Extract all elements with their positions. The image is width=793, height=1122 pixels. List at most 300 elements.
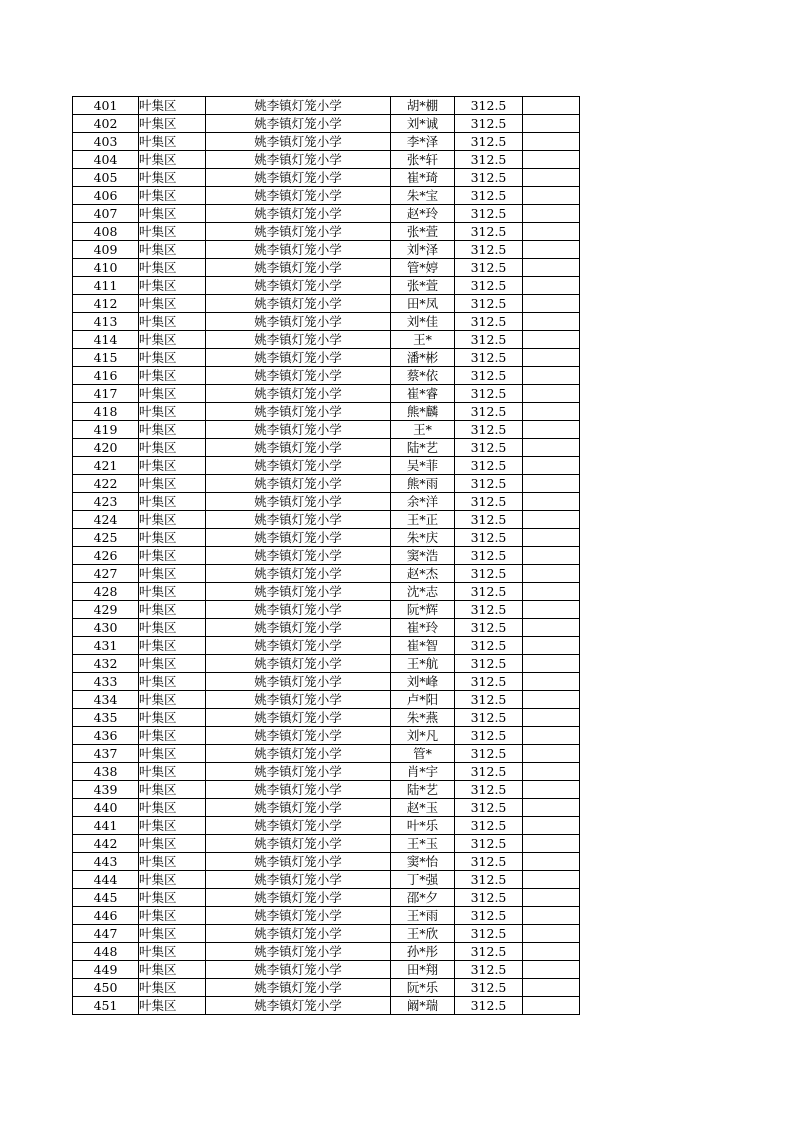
school-cell: 姚李镇灯笼小学	[206, 403, 391, 421]
table-row	[73, 727, 580, 745]
row-number: 424	[73, 511, 139, 529]
district-cell: 叶集区	[139, 349, 206, 367]
score-cell: 312.5	[455, 673, 523, 691]
row-number: 442	[73, 835, 139, 853]
empty-cell	[523, 385, 580, 403]
school-cell: 姚李镇灯笼小学	[206, 547, 391, 565]
district-cell: 叶集区	[139, 871, 206, 889]
score-cell: 312.5	[455, 907, 523, 925]
district-cell: 叶集区	[139, 727, 206, 745]
student-name-cell: 赵*杰	[391, 565, 455, 583]
table-row	[73, 295, 580, 313]
score-cell: 312.5	[455, 205, 523, 223]
school-cell: 姚李镇灯笼小学	[206, 277, 391, 295]
row-number: 436	[73, 727, 139, 745]
table-row	[73, 241, 580, 259]
empty-cell	[523, 529, 580, 547]
student-name-cell: 王*正	[391, 511, 455, 529]
empty-cell	[523, 547, 580, 565]
school-cell: 姚李镇灯笼小学	[206, 871, 391, 889]
school-cell: 姚李镇灯笼小学	[206, 475, 391, 493]
row-number: 431	[73, 637, 139, 655]
school-cell: 姚李镇灯笼小学	[206, 745, 391, 763]
district-cell: 叶集区	[139, 115, 206, 133]
table-row	[73, 385, 580, 403]
score-cell: 312.5	[455, 439, 523, 457]
row-number: 434	[73, 691, 139, 709]
district-cell: 叶集区	[139, 889, 206, 907]
row-number: 406	[73, 187, 139, 205]
student-name-cell: 沈*志	[391, 583, 455, 601]
table-row	[73, 565, 580, 583]
score-cell: 312.5	[455, 547, 523, 565]
row-number: 419	[73, 421, 139, 439]
school-cell: 姚李镇灯笼小学	[206, 979, 391, 997]
district-cell: 叶集区	[139, 655, 206, 673]
school-cell: 姚李镇灯笼小学	[206, 349, 391, 367]
row-number: 418	[73, 403, 139, 421]
student-name-cell: 李*泽	[391, 133, 455, 151]
table-row	[73, 169, 580, 187]
score-cell: 312.5	[455, 133, 523, 151]
student-name-cell: 王*雨	[391, 907, 455, 925]
school-cell: 姚李镇灯笼小学	[206, 259, 391, 277]
row-number: 440	[73, 799, 139, 817]
row-number: 405	[73, 169, 139, 187]
score-cell: 312.5	[455, 925, 523, 943]
school-cell: 姚李镇灯笼小学	[206, 763, 391, 781]
district-cell: 叶集区	[139, 673, 206, 691]
empty-cell	[523, 943, 580, 961]
row-number: 407	[73, 205, 139, 223]
table-row	[73, 367, 580, 385]
empty-cell	[523, 475, 580, 493]
score-cell: 312.5	[455, 421, 523, 439]
district-cell: 叶集区	[139, 799, 206, 817]
school-cell: 姚李镇灯笼小学	[206, 889, 391, 907]
student-name-cell: 熊*麟	[391, 403, 455, 421]
table-row	[73, 115, 580, 133]
row-number: 411	[73, 277, 139, 295]
table-row	[73, 763, 580, 781]
score-cell: 312.5	[455, 169, 523, 187]
student-name-cell: 刘*凡	[391, 727, 455, 745]
student-name-cell: 窦*浩	[391, 547, 455, 565]
row-number: 446	[73, 907, 139, 925]
empty-cell	[523, 907, 580, 925]
school-cell: 姚李镇灯笼小学	[206, 421, 391, 439]
empty-cell	[523, 583, 580, 601]
row-number: 422	[73, 475, 139, 493]
score-cell: 312.5	[455, 619, 523, 637]
student-name-cell: 崔*玲	[391, 619, 455, 637]
empty-cell	[523, 835, 580, 853]
school-cell: 姚李镇灯笼小学	[206, 655, 391, 673]
row-number: 403	[73, 133, 139, 151]
student-name-cell: 阮*乐	[391, 979, 455, 997]
score-cell: 312.5	[455, 115, 523, 133]
empty-cell	[523, 511, 580, 529]
score-cell: 312.5	[455, 403, 523, 421]
school-cell: 姚李镇灯笼小学	[206, 385, 391, 403]
student-name-cell: 张*轩	[391, 151, 455, 169]
score-cell: 312.5	[455, 385, 523, 403]
district-cell: 叶集区	[139, 475, 206, 493]
score-cell: 312.5	[455, 745, 523, 763]
score-cell: 312.5	[455, 475, 523, 493]
table-row	[73, 871, 580, 889]
district-cell: 叶集区	[139, 367, 206, 385]
row-number: 432	[73, 655, 139, 673]
school-cell: 姚李镇灯笼小学	[206, 331, 391, 349]
district-cell: 叶集区	[139, 961, 206, 979]
empty-cell	[523, 691, 580, 709]
student-name-cell: 邵*夕	[391, 889, 455, 907]
row-number: 413	[73, 313, 139, 331]
score-cell: 312.5	[455, 565, 523, 583]
row-number: 451	[73, 997, 139, 1015]
student-name-cell: 管*	[391, 745, 455, 763]
table-row	[73, 835, 580, 853]
row-number: 426	[73, 547, 139, 565]
table-row	[73, 187, 580, 205]
row-number: 428	[73, 583, 139, 601]
table-row	[73, 781, 580, 799]
score-cell: 312.5	[455, 817, 523, 835]
empty-cell	[523, 169, 580, 187]
student-name-cell: 朱*宝	[391, 187, 455, 205]
district-cell: 叶集区	[139, 565, 206, 583]
school-cell: 姚李镇灯笼小学	[206, 961, 391, 979]
student-name-cell: 王*航	[391, 655, 455, 673]
district-cell: 叶集区	[139, 763, 206, 781]
table-row	[73, 691, 580, 709]
school-cell: 姚李镇灯笼小学	[206, 457, 391, 475]
table-row	[73, 637, 580, 655]
district-cell: 叶集区	[139, 493, 206, 511]
table-row	[73, 421, 580, 439]
district-cell: 叶集区	[139, 295, 206, 313]
district-cell: 叶集区	[139, 709, 206, 727]
empty-cell	[523, 637, 580, 655]
score-cell: 312.5	[455, 799, 523, 817]
score-cell: 312.5	[455, 97, 523, 115]
student-name-cell: 朱*庆	[391, 529, 455, 547]
student-name-cell: 田*翔	[391, 961, 455, 979]
empty-cell	[523, 241, 580, 259]
district-cell: 叶集区	[139, 853, 206, 871]
empty-cell	[523, 205, 580, 223]
student-name-cell: 赵*玉	[391, 799, 455, 817]
school-cell: 姚李镇灯笼小学	[206, 907, 391, 925]
empty-cell	[523, 889, 580, 907]
student-name-cell: 蔡*依	[391, 367, 455, 385]
student-name-cell: 窦*怡	[391, 853, 455, 871]
student-name-cell: 余*洋	[391, 493, 455, 511]
table-row	[73, 97, 580, 115]
empty-cell	[523, 367, 580, 385]
table-row	[73, 907, 580, 925]
school-cell: 姚李镇灯笼小学	[206, 223, 391, 241]
empty-cell	[523, 187, 580, 205]
row-number: 443	[73, 853, 139, 871]
empty-cell	[523, 349, 580, 367]
table-row	[73, 313, 580, 331]
district-cell: 叶集区	[139, 511, 206, 529]
table-row	[73, 619, 580, 637]
row-number: 433	[73, 673, 139, 691]
score-cell: 312.5	[455, 349, 523, 367]
district-cell: 叶集区	[139, 403, 206, 421]
table-row	[73, 745, 580, 763]
school-cell: 姚李镇灯笼小学	[206, 691, 391, 709]
empty-cell	[523, 781, 580, 799]
table-row	[73, 817, 580, 835]
student-name-cell: 田*凤	[391, 295, 455, 313]
school-cell: 姚李镇灯笼小学	[206, 133, 391, 151]
table-row	[73, 547, 580, 565]
roster-table	[72, 96, 580, 1015]
district-cell: 叶集区	[139, 583, 206, 601]
school-cell: 姚李镇灯笼小学	[206, 313, 391, 331]
empty-cell	[523, 799, 580, 817]
school-cell: 姚李镇灯笼小学	[206, 115, 391, 133]
table-row	[73, 853, 580, 871]
district-cell: 叶集区	[139, 943, 206, 961]
score-cell: 312.5	[455, 709, 523, 727]
empty-cell	[523, 331, 580, 349]
district-cell: 叶集区	[139, 205, 206, 223]
school-cell: 姚李镇灯笼小学	[206, 925, 391, 943]
table-row	[73, 205, 580, 223]
school-cell: 姚李镇灯笼小学	[206, 835, 391, 853]
school-cell: 姚李镇灯笼小学	[206, 241, 391, 259]
empty-cell	[523, 871, 580, 889]
score-cell: 312.5	[455, 277, 523, 295]
school-cell: 姚李镇灯笼小学	[206, 583, 391, 601]
school-cell: 姚李镇灯笼小学	[206, 799, 391, 817]
score-cell: 312.5	[455, 259, 523, 277]
row-number: 417	[73, 385, 139, 403]
row-number: 410	[73, 259, 139, 277]
district-cell: 叶集区	[139, 529, 206, 547]
row-number: 401	[73, 97, 139, 115]
row-number: 425	[73, 529, 139, 547]
empty-cell	[523, 313, 580, 331]
school-cell: 姚李镇灯笼小学	[206, 673, 391, 691]
table-row	[73, 349, 580, 367]
table-row	[73, 331, 580, 349]
empty-cell	[523, 151, 580, 169]
empty-cell	[523, 115, 580, 133]
student-name-cell: 管*婷	[391, 259, 455, 277]
district-cell: 叶集区	[139, 691, 206, 709]
table-row	[73, 601, 580, 619]
district-cell: 叶集区	[139, 187, 206, 205]
school-cell: 姚李镇灯笼小学	[206, 169, 391, 187]
student-name-cell: 胡*棚	[391, 97, 455, 115]
empty-cell	[523, 277, 580, 295]
empty-cell	[523, 979, 580, 997]
score-cell: 312.5	[455, 331, 523, 349]
empty-cell	[523, 709, 580, 727]
row-number: 415	[73, 349, 139, 367]
district-cell: 叶集区	[139, 619, 206, 637]
student-name-cell: 刘*峰	[391, 673, 455, 691]
student-name-cell: 王*	[391, 331, 455, 349]
student-name-cell: 孙*彤	[391, 943, 455, 961]
student-name-cell: 卢*阳	[391, 691, 455, 709]
school-cell: 姚李镇灯笼小学	[206, 709, 391, 727]
student-name-cell: 张*萱	[391, 223, 455, 241]
empty-cell	[523, 493, 580, 511]
row-number: 437	[73, 745, 139, 763]
score-cell: 312.5	[455, 691, 523, 709]
score-cell: 312.5	[455, 295, 523, 313]
school-cell: 姚李镇灯笼小学	[206, 511, 391, 529]
empty-cell	[523, 853, 580, 871]
school-cell: 姚李镇灯笼小学	[206, 529, 391, 547]
score-cell: 312.5	[455, 529, 523, 547]
school-cell: 姚李镇灯笼小学	[206, 205, 391, 223]
empty-cell	[523, 997, 580, 1015]
student-name-cell: 王*欣	[391, 925, 455, 943]
district-cell: 叶集区	[139, 979, 206, 997]
row-number: 402	[73, 115, 139, 133]
school-cell: 姚李镇灯笼小学	[206, 367, 391, 385]
district-cell: 叶集区	[139, 817, 206, 835]
table-row	[73, 151, 580, 169]
student-name-cell: 熊*雨	[391, 475, 455, 493]
score-cell: 312.5	[455, 979, 523, 997]
table-row	[73, 583, 580, 601]
row-number: 448	[73, 943, 139, 961]
student-name-cell: 叶*乐	[391, 817, 455, 835]
student-name-cell: 潘*彬	[391, 349, 455, 367]
empty-cell	[523, 97, 580, 115]
school-cell: 姚李镇灯笼小学	[206, 601, 391, 619]
district-cell: 叶集区	[139, 169, 206, 187]
row-number: 429	[73, 601, 139, 619]
district-cell: 叶集区	[139, 331, 206, 349]
district-cell: 叶集区	[139, 421, 206, 439]
school-cell: 姚李镇灯笼小学	[206, 637, 391, 655]
school-cell: 姚李镇灯笼小学	[206, 439, 391, 457]
school-cell: 姚李镇灯笼小学	[206, 943, 391, 961]
school-cell: 姚李镇灯笼小学	[206, 853, 391, 871]
table-row	[73, 493, 580, 511]
empty-cell	[523, 403, 580, 421]
student-name-cell: 赵*玲	[391, 205, 455, 223]
empty-cell	[523, 745, 580, 763]
row-number: 445	[73, 889, 139, 907]
score-cell: 312.5	[455, 637, 523, 655]
score-cell: 312.5	[455, 655, 523, 673]
table-row	[73, 979, 580, 997]
student-name-cell: 张*萱	[391, 277, 455, 295]
district-cell: 叶集区	[139, 133, 206, 151]
empty-cell	[523, 727, 580, 745]
row-number: 409	[73, 241, 139, 259]
score-cell: 312.5	[455, 763, 523, 781]
school-cell: 姚李镇灯笼小学	[206, 565, 391, 583]
score-cell: 312.5	[455, 313, 523, 331]
student-name-cell: 肖*宇	[391, 763, 455, 781]
school-cell: 姚李镇灯笼小学	[206, 727, 391, 745]
score-cell: 312.5	[455, 583, 523, 601]
student-name-cell: 陆*艺	[391, 439, 455, 457]
row-number: 427	[73, 565, 139, 583]
student-name-cell: 朱*燕	[391, 709, 455, 727]
row-number: 412	[73, 295, 139, 313]
row-number: 439	[73, 781, 139, 799]
district-cell: 叶集区	[139, 457, 206, 475]
empty-cell	[523, 259, 580, 277]
row-number: 421	[73, 457, 139, 475]
school-cell: 姚李镇灯笼小学	[206, 619, 391, 637]
score-cell: 312.5	[455, 727, 523, 745]
empty-cell	[523, 673, 580, 691]
empty-cell	[523, 133, 580, 151]
empty-cell	[523, 763, 580, 781]
student-name-cell: 王*玉	[391, 835, 455, 853]
empty-cell	[523, 925, 580, 943]
district-cell: 叶集区	[139, 439, 206, 457]
table-row	[73, 799, 580, 817]
student-name-cell: 阚*瑞	[391, 997, 455, 1015]
empty-cell	[523, 817, 580, 835]
student-name-cell: 刘*佳	[391, 313, 455, 331]
school-cell: 姚李镇灯笼小学	[206, 295, 391, 313]
score-cell: 312.5	[455, 943, 523, 961]
table-row	[73, 709, 580, 727]
table-row	[73, 529, 580, 547]
student-name-cell: 刘*诚	[391, 115, 455, 133]
empty-cell	[523, 295, 580, 313]
school-cell: 姚李镇灯笼小学	[206, 997, 391, 1015]
score-cell: 312.5	[455, 781, 523, 799]
score-cell: 312.5	[455, 961, 523, 979]
empty-cell	[523, 223, 580, 241]
table-row	[73, 997, 580, 1015]
student-name-cell: 陆*艺	[391, 781, 455, 799]
school-cell: 姚李镇灯笼小学	[206, 151, 391, 169]
score-cell: 312.5	[455, 871, 523, 889]
empty-cell	[523, 457, 580, 475]
student-name-cell: 刘*泽	[391, 241, 455, 259]
school-cell: 姚李镇灯笼小学	[206, 781, 391, 799]
score-cell: 312.5	[455, 889, 523, 907]
student-name-cell: 阮*辉	[391, 601, 455, 619]
score-cell: 312.5	[455, 997, 523, 1015]
table-row	[73, 511, 580, 529]
district-cell: 叶集区	[139, 835, 206, 853]
table-row	[73, 475, 580, 493]
district-cell: 叶集区	[139, 313, 206, 331]
score-cell: 312.5	[455, 151, 523, 169]
school-cell: 姚李镇灯笼小学	[206, 97, 391, 115]
district-cell: 叶集区	[139, 151, 206, 169]
district-cell: 叶集区	[139, 223, 206, 241]
row-number: 420	[73, 439, 139, 457]
row-number: 430	[73, 619, 139, 637]
school-cell: 姚李镇灯笼小学	[206, 493, 391, 511]
row-number: 435	[73, 709, 139, 727]
district-cell: 叶集区	[139, 259, 206, 277]
school-cell: 姚李镇灯笼小学	[206, 187, 391, 205]
row-number: 450	[73, 979, 139, 997]
district-cell: 叶集区	[139, 601, 206, 619]
